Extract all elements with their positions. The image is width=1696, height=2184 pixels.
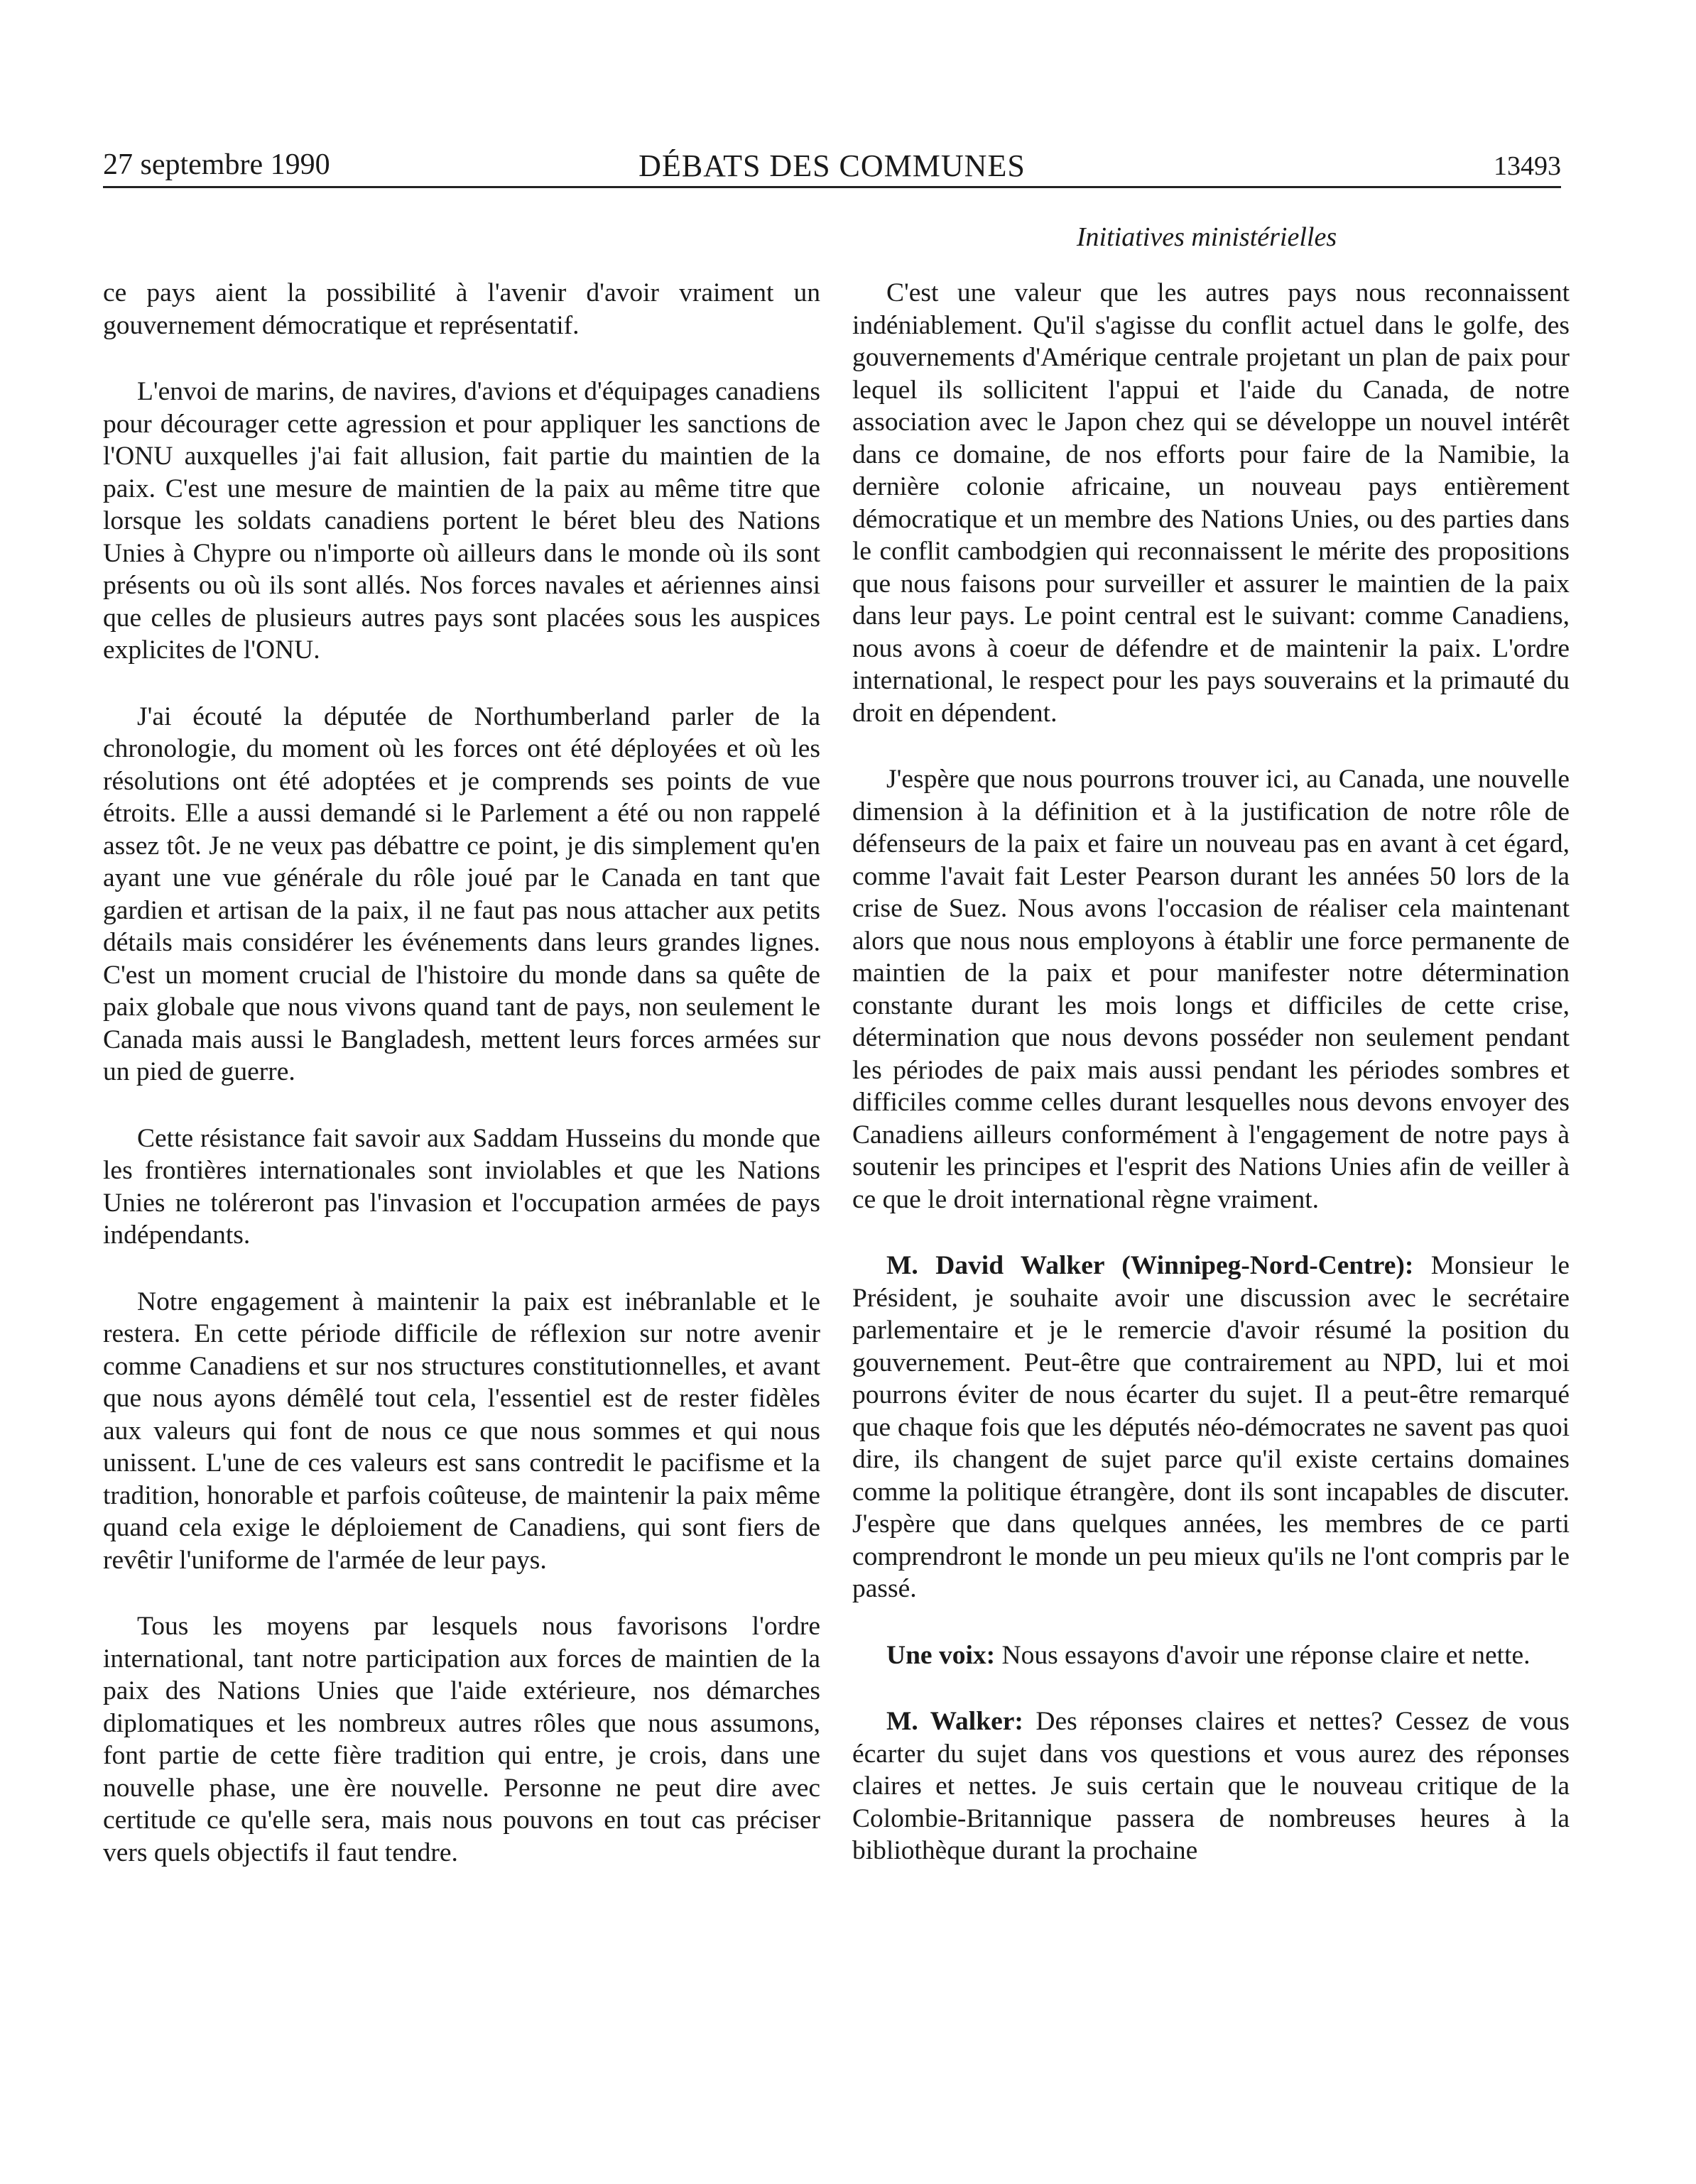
header-date: 27 septembre 1990 [103, 148, 330, 181]
paragraph-text: Monsieur le Président, je souhaite avoir une discussion avec le secrétaire parlementaire et je le remercie d'avoir résumé la position du gouvernement. Peut-être que contrairement au NPD, lui et moi pourrons éviter de nous écarter du sujet. Il a peut-être remarqué que chaque fois que les députés néo-démocrates ne savent pas quoi dire, ils changent de sujet parce qu'il existe certains domaines comme la politique étrangère, dont ils sont incapables de discuter. J'espère que dans quelques années, les membres de ce parti comprendront le monde un peu mieux qu'ils ne l'ont compris par le passé. [852, 1251, 1570, 1603]
paragraph: ce pays aient la possibilité à l'avenir d'avoir vraiment un gouvernement démocratique et représentatif. [103, 278, 820, 340]
header-title: DÉBATS DES COMMUNES [638, 148, 1026, 183]
paragraph [852, 1250, 1570, 1605]
paragraph: Tous les moyens par lesquels nous favorisons l'ordre international, tant notre participation aux forces de maintien de la paix des Nations Unies que l'aide extérieure, nos démarches diplomatiques et les nombreux autres rôles que nous assumons, font partie de cette fière tradition qui entre, je crois, dans une nouvelle phase, une ère nouvelle. Personne ne peut dire avec certitude ce qu'elle sera, mais nous pouvons en tout cas préciser vers quels objectifs il faut tendre. [103, 1612, 820, 1867]
paragraph [852, 277, 1570, 729]
paragraph-text: Des réponses claires et nettes? Cessez de vous écarter du sujet dans vos questions et vous aurez des réponses claires et nettes. Je suis certain que le nouveau critique de la Colombie-Britannique passera de nombreuses heures à la bibliothèque durant la prochaine [852, 1707, 1570, 1865]
left-column [103, 277, 820, 1903]
paragraph [852, 1705, 1570, 1867]
paragraph-text: Nous essayons d'avoir une réponse claire et nette. [1001, 1640, 1531, 1670]
running-head: Initiatives ministérielles [1076, 222, 1337, 252]
paragraph [852, 763, 1570, 1216]
paragraph: Notre engagement à maintenir la paix est inébranlable et le restera. En cette période difficile de réflexion sur notre avenir comme Canadiens et sur nos structures constitutionnelles, et avant que nous ayons démêlé tout cela, l'essentiel est de rester fidèles aux valeurs qui font de nous ce que nous sommes et qui nous unissent. L'une de ces valeurs est sans contredit le pacifisme et la tradition, honorable et parfois coûteuse, de maintenir la paix même quand cela exige le déploiement de Canadiens, qui sont fiers de revêtir l'uniforme de l'armée de leur pays. [103, 1287, 820, 1575]
speaker-name: M. David Walker (Winnipeg-Nord-Centre): [886, 1251, 1414, 1280]
header-page-number: 13493 [1494, 151, 1561, 181]
paragraph [852, 1639, 1570, 1672]
paragraph: L'envoi de marins, de navires, d'avions et d'équipages canadiens pour décourager cette agression et pour appliquer les sanctions de l'ONU auxquelles j'ai fait allusion, fait partie du maintien de la paix. C'est une mesure de maintien de la paix au même titre que lorsque les soldats canadiens portent le béret bleu des Nations Unies à Chypre ou n'importe où ailleurs dans le monde où ils sont présents ou où ils sont allés. Nos forces navales et aériennes ainsi que celles de plusieurs autres pays sont placées sous les auspices explicites de l'ONU. [103, 377, 820, 665]
page-header [103, 142, 1561, 188]
speaker-name: Une voix: [886, 1640, 996, 1670]
speaker-name: M. Walker: [886, 1707, 1023, 1736]
paragraph-text: C'est une valeur que les autres pays nous reconnaissent indéniablement. Qu'il s'agisse du conflit actuel dans le golfe, des gouvernements d'Amérique centrale projetant un plan de paix pour lequel ils sollicitent l'appui et l'aide du Canada, de notre association avec le Japon chez qui se développe un nouvel intérêt dans ce domaine, de nos efforts pour faire de la Namibie, la dernière colonie africaine, un nouveau pays entièrement démocratique et un membre des Nations Unies, ou des parties dans le conflit cambodgien qui reconnaissent le mérite des propositions que nous faisons pour surveiller et assurer le maintien de la paix dans leur pays. Le point central est le suivant: comme Canadiens, nous avons à coeur de défendre et de maintenir la paix. L'ordre international, le respect pour les pays souverains et la primauté du droit en dépendent. [852, 278, 1570, 728]
paragraph-text: J'espère que nous pourrons trouver ici, au Canada, une nouvelle dimension à la définition et à la justification de notre rôle de défenseurs de la paix et faire un nouveau pas en avant à cet égard, comme l'avait fait Lester Pearson durant les années 50 lors de la crise de Suez. Nous avons l'occasion de réaliser cela maintenant alors que nous nous employons à établir une force permanente de maintien de la paix et pour manifester notre détermination constante durant les mois longs et difficiles de cette crise, détermination que nous devons posséder non seulement pendant les périodes de paix mais aussi pendant les périodes sombres et difficiles comme celles durant lesquelles nous devons envoyer des Canadiens ailleurs conformément à l'engagement de notre pays à soutenir les principes et l'esprit des Nations Unies afin de veiller à ce que le droit international règne vraiment. [852, 765, 1570, 1214]
right-column [852, 277, 1570, 1901]
paragraph: Cette résistance fait savoir aux Saddam Husseins du monde que les frontières internationales sont inviolables et que les Nations Unies ne toléreront pas l'invasion et l'occupation armées de pays indépendants. [103, 1123, 820, 1250]
paragraph: J'ai écouté la députée de Northumberland parler de la chronologie, du moment où les forces ont été déployées et où les résolutions ont été adoptées et je comprends ses points de vue étroits. Elle a aussi demandé si le Parlement a été ou non rappelé assez tôt. Je ne veux pas débattre ce point, je dis simplement qu'en ayant une vue générale du rôle joué par le Canada en tant que gardien et artisan de la paix, il ne faut pas nous attacher aux petits détails mais considérer les événements dans leurs grandes lignes. C'est un moment crucial de l'histoire du monde dans sa quête de paix globale que nous vivons quand tant de pays, non seulement le Canada mais aussi le Bangladesh, mettent leurs forces armées sur un pied de guerre. [103, 701, 820, 1086]
